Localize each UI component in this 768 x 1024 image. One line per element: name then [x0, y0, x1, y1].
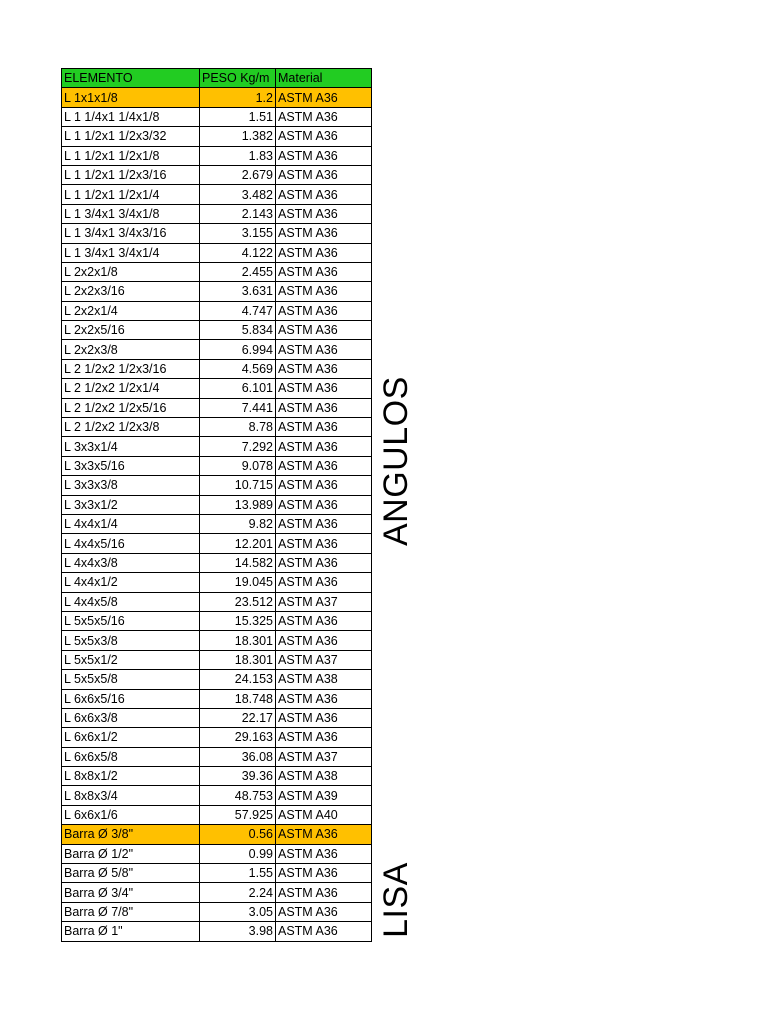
table-row	[62, 379, 372, 398]
cell-material[interactable]: ASTM A36	[276, 321, 372, 340]
cell-peso[interactable]: 18.748	[200, 689, 276, 708]
table-row	[62, 650, 372, 669]
cell-elemento[interactable]: L 2 1/2x2 1/2x3/16	[62, 359, 200, 378]
cell-material[interactable]: ASTM A36	[276, 146, 372, 165]
cell-material[interactable]: ASTM A36	[276, 922, 372, 941]
cell-material[interactable]: ASTM A36	[276, 495, 372, 514]
cell-material[interactable]: ASTM A36	[276, 88, 372, 107]
table-row	[62, 243, 372, 262]
cell-peso[interactable]: 2.679	[200, 165, 276, 184]
cell-elemento[interactable]: L 8x8x3/4	[62, 786, 200, 805]
cell-material[interactable]: ASTM A38	[276, 767, 372, 786]
cell-peso[interactable]: 1.55	[200, 864, 276, 883]
cell-elemento[interactable]: L 2x2x1/4	[62, 301, 200, 320]
cell-peso[interactable]: 19.045	[200, 573, 276, 592]
cell-peso[interactable]: 1.2	[200, 88, 276, 107]
cell-peso[interactable]: 18.301	[200, 650, 276, 669]
cell-material[interactable]: ASTM A36	[276, 127, 372, 146]
cell-material[interactable]: ASTM A36	[276, 301, 372, 320]
header-row	[62, 69, 372, 88]
cell-peso[interactable]: 2.143	[200, 204, 276, 223]
cell-peso[interactable]: 4.569	[200, 359, 276, 378]
table-row	[62, 708, 372, 727]
cell-elemento[interactable]: L 4x4x1/2	[62, 573, 200, 592]
table-row	[62, 321, 372, 340]
cell-peso[interactable]: 6.994	[200, 340, 276, 359]
cell-peso[interactable]: 18.301	[200, 631, 276, 650]
cell-peso[interactable]: 22.17	[200, 708, 276, 727]
table-body	[62, 69, 372, 942]
table-row	[62, 418, 372, 437]
table-row	[62, 127, 372, 146]
cell-peso[interactable]: 7.441	[200, 398, 276, 417]
cell-material[interactable]: ASTM A36	[276, 282, 372, 301]
header-elemento[interactable]: ELEMENTO	[62, 69, 200, 88]
cell-elemento[interactable]: L 1 3/4x1 3/4x1/8	[62, 204, 200, 223]
table-row	[62, 88, 372, 107]
table-row	[62, 573, 372, 592]
table-row	[62, 767, 372, 786]
cell-elemento[interactable]: L 4x4x1/4	[62, 514, 200, 533]
cell-material[interactable]: ASTM A36	[276, 379, 372, 398]
cell-material[interactable]: ASTM A36	[276, 398, 372, 417]
cell-material[interactable]: ASTM A36	[276, 708, 372, 727]
cell-material[interactable]: ASTM A36	[276, 262, 372, 281]
lisa-label: LISA	[377, 862, 415, 938]
cell-peso[interactable]: 9.82	[200, 514, 276, 533]
cell-material[interactable]: ASTM A37	[276, 592, 372, 611]
cell-elemento[interactable]: Barra Ø 7/8"	[62, 902, 200, 921]
cell-material[interactable]: ASTM A36	[276, 902, 372, 921]
cell-peso[interactable]: 1.382	[200, 127, 276, 146]
cell-material[interactable]: ASTM A36	[276, 611, 372, 630]
cell-peso[interactable]: 15.325	[200, 611, 276, 630]
cell-peso[interactable]: 0.99	[200, 844, 276, 863]
cell-elemento[interactable]: Barra Ø 3/8"	[62, 825, 200, 844]
cell-peso[interactable]: 36.08	[200, 747, 276, 766]
cell-peso[interactable]: 3.155	[200, 224, 276, 243]
table-row	[62, 398, 372, 417]
cell-peso[interactable]: 4.747	[200, 301, 276, 320]
cell-peso[interactable]: 48.753	[200, 786, 276, 805]
cell-elemento[interactable]: L 1 1/2x1 1/2x1/4	[62, 185, 200, 204]
cell-elemento[interactable]: L 6x6x3/8	[62, 708, 200, 727]
cell-peso[interactable]: 6.101	[200, 379, 276, 398]
cell-peso[interactable]: 57.925	[200, 805, 276, 824]
table-row	[62, 786, 372, 805]
cell-material[interactable]: ASTM A36	[276, 825, 372, 844]
cell-elemento[interactable]: Barra Ø 5/8"	[62, 864, 200, 883]
cell-peso[interactable]: 7.292	[200, 437, 276, 456]
cell-material[interactable]: ASTM A37	[276, 747, 372, 766]
table-row	[62, 631, 372, 650]
cell-material[interactable]: ASTM A36	[276, 224, 372, 243]
cell-elemento[interactable]: L 2x2x1/8	[62, 262, 200, 281]
cell-material[interactable]: ASTM A36	[276, 534, 372, 553]
table-row	[62, 340, 372, 359]
cell-material[interactable]: ASTM A36	[276, 340, 372, 359]
table-row	[62, 456, 372, 475]
cell-material[interactable]: ASTM A36	[276, 185, 372, 204]
weights-table	[61, 68, 372, 942]
cell-material[interactable]: ASTM A39	[276, 786, 372, 805]
table-row	[62, 359, 372, 378]
table-row	[62, 534, 372, 553]
cell-material[interactable]: ASTM A37	[276, 650, 372, 669]
table-row	[62, 670, 372, 689]
cell-peso[interactable]: 3.05	[200, 902, 276, 921]
cell-elemento[interactable]: L 8x8x1/2	[62, 767, 200, 786]
cell-elemento[interactable]: Barra Ø 1/2"	[62, 844, 200, 863]
table-row	[62, 224, 372, 243]
cell-peso[interactable]: 10.715	[200, 476, 276, 495]
table-row	[62, 844, 372, 863]
cell-material[interactable]: ASTM A36	[276, 243, 372, 262]
table-row	[62, 689, 372, 708]
table-row	[62, 495, 372, 514]
cell-elemento[interactable]: L 3x3x3/8	[62, 476, 200, 495]
cell-material[interactable]: ASTM A36	[276, 476, 372, 495]
cell-elemento[interactable]: L 1 1/4x1 1/4x1/8	[62, 107, 200, 126]
cell-material[interactable]: ASTM A36	[276, 553, 372, 572]
cell-peso[interactable]: 2.455	[200, 262, 276, 281]
cell-material[interactable]: ASTM A36	[276, 418, 372, 437]
cell-peso[interactable]: 3.98	[200, 922, 276, 941]
cell-material[interactable]: ASTM A36	[276, 728, 372, 747]
cell-peso[interactable]: 12.201	[200, 534, 276, 553]
table-row	[62, 476, 372, 495]
cell-material[interactable]: ASTM A36	[276, 107, 372, 126]
cell-peso[interactable]: 3.631	[200, 282, 276, 301]
table-row	[62, 864, 372, 883]
table-row	[62, 747, 372, 766]
cell-peso[interactable]: 13.989	[200, 495, 276, 514]
cell-material[interactable]: ASTM A36	[276, 204, 372, 223]
table-row	[62, 107, 372, 126]
table-row	[62, 165, 372, 184]
cell-elemento[interactable]: L 2 1/2x2 1/2x3/8	[62, 418, 200, 437]
cell-elemento[interactable]: Barra Ø 1"	[62, 922, 200, 941]
cell-peso[interactable]: 23.512	[200, 592, 276, 611]
cell-material[interactable]: ASTM A36	[276, 883, 372, 902]
table-row	[62, 437, 372, 456]
cell-elemento[interactable]: L 5x5x5/16	[62, 611, 200, 630]
angulos-label: ANGULOS	[377, 376, 415, 546]
cell-peso[interactable]: 2.24	[200, 883, 276, 902]
cell-elemento[interactable]: L 6x6x5/8	[62, 747, 200, 766]
cell-elemento[interactable]: L 6x6x1/6	[62, 805, 200, 824]
header-peso[interactable]: PESO Kg/m	[200, 69, 276, 88]
cell-elemento[interactable]: L 5x5x5/8	[62, 670, 200, 689]
cell-material[interactable]: ASTM A36	[276, 437, 372, 456]
cell-elemento[interactable]: L 1 3/4x1 3/4x1/4	[62, 243, 200, 262]
table-row	[62, 902, 372, 921]
table-row	[62, 262, 372, 281]
table-row	[62, 204, 372, 223]
table-row	[62, 728, 372, 747]
table-row	[62, 825, 372, 844]
cell-peso[interactable]: 14.582	[200, 553, 276, 572]
table-row	[62, 301, 372, 320]
header-material[interactable]: Material	[276, 69, 372, 88]
cell-elemento[interactable]: L 6x6x5/16	[62, 689, 200, 708]
cell-elemento[interactable]: L 1 1/2x1 1/2x1/8	[62, 146, 200, 165]
cell-peso[interactable]: 5.834	[200, 321, 276, 340]
table-row	[62, 611, 372, 630]
table-row	[62, 553, 372, 572]
cell-elemento[interactable]: L 4x4x5/8	[62, 592, 200, 611]
cell-material[interactable]: ASTM A36	[276, 514, 372, 533]
cell-peso[interactable]: 29.163	[200, 728, 276, 747]
cell-material[interactable]: ASTM A40	[276, 805, 372, 824]
cell-elemento[interactable]: L 1 3/4x1 3/4x3/16	[62, 224, 200, 243]
cell-material[interactable]: ASTM A36	[276, 573, 372, 592]
cell-material[interactable]: ASTM A36	[276, 864, 372, 883]
cell-material[interactable]: ASTM A36	[276, 456, 372, 475]
cell-peso[interactable]: 9.078	[200, 456, 276, 475]
cell-peso[interactable]: 1.83	[200, 146, 276, 165]
cell-elemento[interactable]: L 2 1/2x2 1/2x5/16	[62, 398, 200, 417]
cell-material[interactable]: ASTM A36	[276, 844, 372, 863]
table-row	[62, 185, 372, 204]
cell-elemento[interactable]: L 2x2x5/16	[62, 321, 200, 340]
cell-peso[interactable]: 0.56	[200, 825, 276, 844]
cell-elemento[interactable]: L 6x6x1/2	[62, 728, 200, 747]
cell-elemento[interactable]: Barra Ø 3/4"	[62, 883, 200, 902]
cell-elemento[interactable]: L 3x3x1/2	[62, 495, 200, 514]
cell-material[interactable]: ASTM A38	[276, 670, 372, 689]
cell-peso[interactable]: 3.482	[200, 185, 276, 204]
cell-elemento[interactable]: L 1 1/2x1 1/2x3/16	[62, 165, 200, 184]
cell-material[interactable]: ASTM A36	[276, 165, 372, 184]
cell-material[interactable]: ASTM A36	[276, 689, 372, 708]
cell-elemento[interactable]: L 5x5x1/2	[62, 650, 200, 669]
cell-elemento[interactable]: L 5x5x3/8	[62, 631, 200, 650]
cell-elemento[interactable]: L 3x3x5/16	[62, 456, 200, 475]
cell-material[interactable]: ASTM A36	[276, 359, 372, 378]
table-row	[62, 282, 372, 301]
cell-peso[interactable]: 1.51	[200, 107, 276, 126]
cell-elemento[interactable]: L 2x2x3/8	[62, 340, 200, 359]
cell-elemento[interactable]: L 1 1/2x1 1/2x3/32	[62, 127, 200, 146]
cell-elemento[interactable]: L 3x3x1/4	[62, 437, 200, 456]
table-row	[62, 592, 372, 611]
table-row	[62, 805, 372, 824]
table-row	[62, 514, 372, 533]
cell-elemento[interactable]: L 2x2x3/16	[62, 282, 200, 301]
cell-peso[interactable]: 4.122	[200, 243, 276, 262]
cell-elemento[interactable]: L 4x4x5/16	[62, 534, 200, 553]
table-row	[62, 922, 372, 941]
cell-elemento[interactable]: L 2 1/2x2 1/2x1/4	[62, 379, 200, 398]
cell-peso[interactable]: 8.78	[200, 418, 276, 437]
cell-peso[interactable]: 39.36	[200, 767, 276, 786]
cell-material[interactable]: ASTM A36	[276, 631, 372, 650]
cell-elemento[interactable]: L 1x1x1/8	[62, 88, 200, 107]
table-row	[62, 883, 372, 902]
cell-peso[interactable]: 24.153	[200, 670, 276, 689]
cell-elemento[interactable]: L 4x4x3/8	[62, 553, 200, 572]
table-row	[62, 146, 372, 165]
